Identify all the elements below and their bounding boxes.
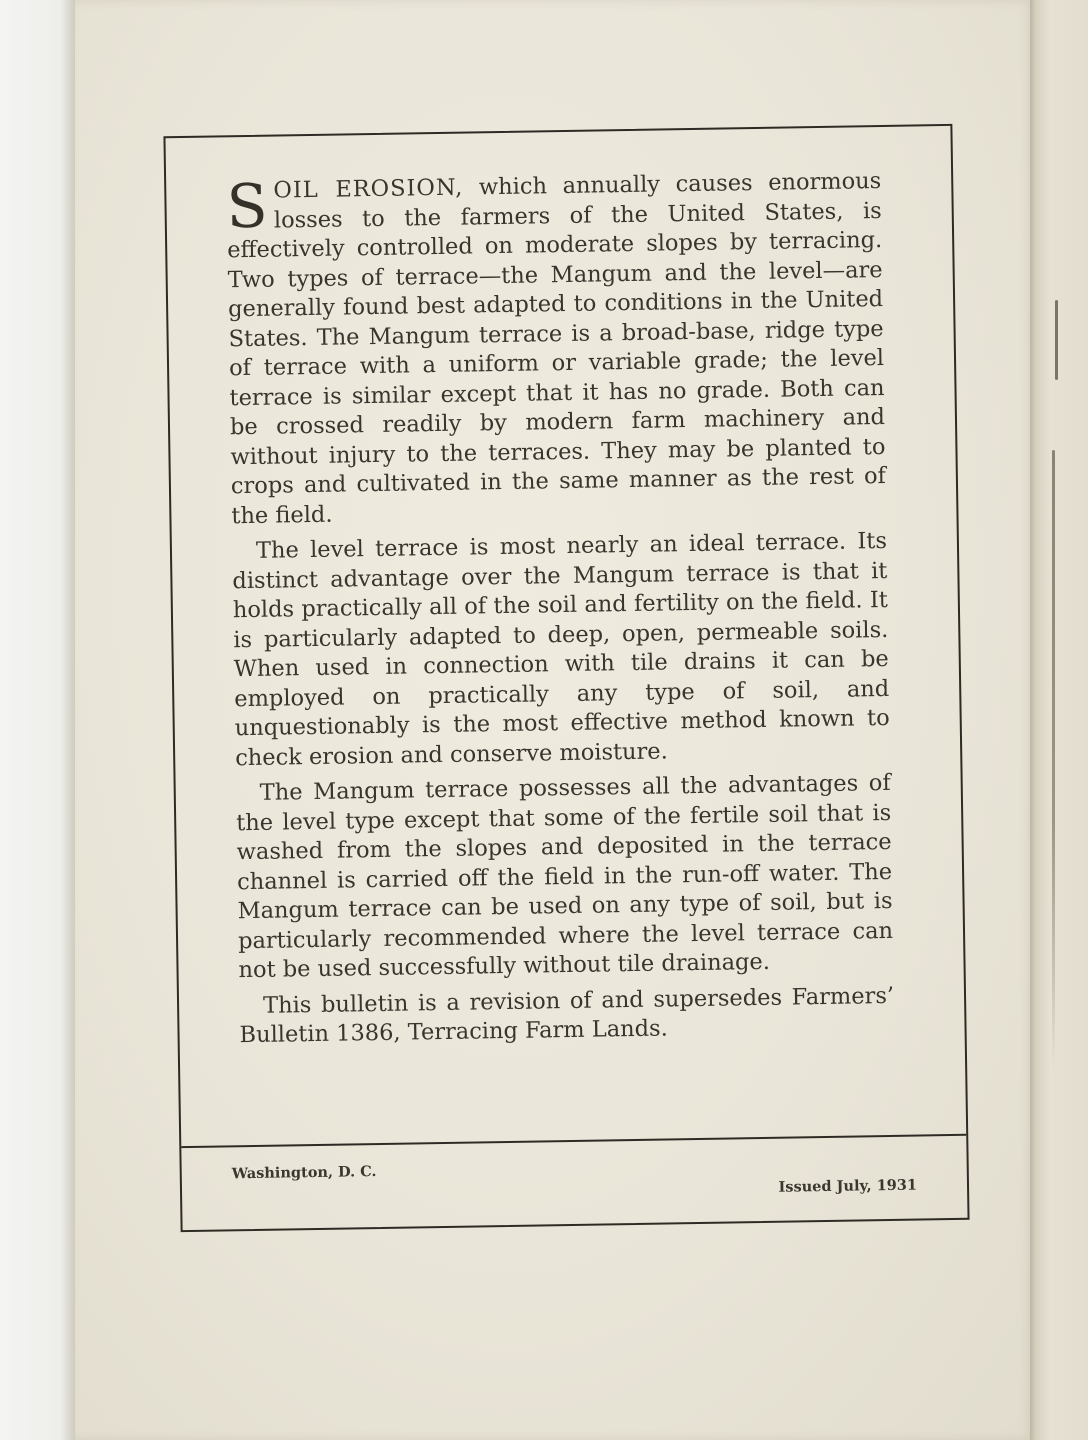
paragraph-intro [226, 167, 886, 531]
page-edge-mark [1055, 300, 1058, 380]
bulletin-footer [232, 1149, 918, 1210]
paragraph-mangum-terrace: The Mangum terrace possesses all the advantages of the level type except that some of the fertile soil that is washed from the slopes and deposited in the terrace channel is carried off the field in the run-off water. The Mangum terrace can be used on any type of soil, but is particularly recommended where the level terrace can not be used successfully without tile drainage. [236, 769, 894, 984]
next-page-edge [1030, 0, 1088, 1440]
paragraph-level-terrace: The level terrace is most nearly an ideal terrace. Its distinct advantage over the Mangum terrace is that it holds practically all of the soil and fertility on the field. It is particularly adapted to deep, open, permeable soils. When used in connection with tile drains it can be employed on practically any type of soil, and unquestionably is the most effective method known to check erosion and conserve moisture. [232, 527, 890, 771]
paragraph-revision-note: This bulletin is a revision of and supersedes Farmers’ Bulletin 1386, Terracing Farm Lands. [239, 982, 895, 1049]
drop-cap: S [226, 171, 269, 243]
background-surface [0, 0, 75, 1440]
publication-place: Washington, D. C. [231, 1163, 377, 1183]
bleed-through-text [273, 0, 1056, 134]
page-edge-mark [1052, 450, 1055, 1070]
paragraph-text: which annually causes enormous losses to the farmers of the United States, is effectively controlled on moderate slopes by terracing. Two types of terrace—the Mangum and the level—are generally found best adapted to conditions in the United States. The Mangum terrace is a broad-base, ridge type of terrace with a uniform or variable grade; the level terrace is similar except that it has no grade. Both can be crossed readily by modern farm machinery and without injury to the terraces. They may be planted to crops and cultivated in the same manner as the rest of the field. [227, 167, 887, 529]
lead-in: OIL EROSION, [273, 174, 464, 204]
bulletin-body [226, 167, 895, 1057]
issue-date: Issued July, 1931 [778, 1176, 918, 1196]
bulletin-frame [163, 124, 969, 1232]
